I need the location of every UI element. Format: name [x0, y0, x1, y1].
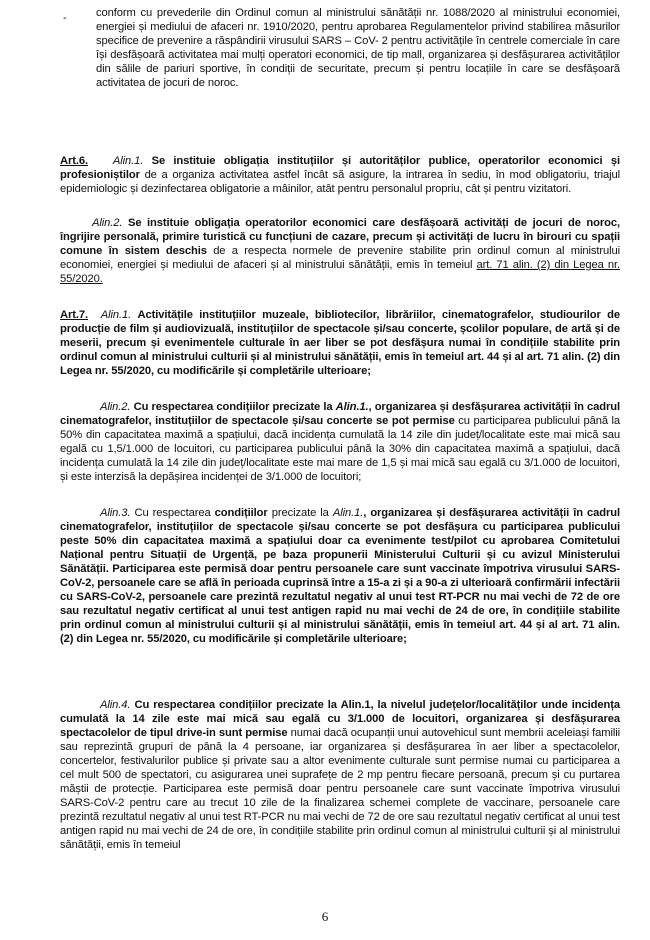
art6-alin2-ref[interactable]: art. 71 alin. (2) din Legea nr. 55/2020.: [60, 259, 620, 285]
art7-alin3-bold-a: condițiilor: [214, 507, 268, 519]
art7-alin2-label: Alin.2.: [100, 401, 131, 413]
art7-alin2-bold-b: , organizarea și desfășurarea activității în cadrul cinematografelor, instituțiilor de spectacole și/sau concerte se pot permise: [60, 401, 620, 427]
art7-alin1: [60, 308, 620, 378]
art6-alin1: [60, 154, 620, 196]
art7-alin4: [60, 698, 620, 852]
art7-alin1-label: Alin.1.: [100, 309, 132, 321]
bullet-dash: -: [63, 12, 67, 24]
art7-alin2-bold-a: Cu respectarea condițiilor precizate la: [133, 401, 333, 413]
art7-alin3-intro: Cu respectarea: [134, 507, 211, 519]
page-number: 6: [321, 909, 329, 924]
art7-alin2-rest: cu participarea publicului până la 50% din capacitatea maximă a spațiului, dacă incidența cumulată la 14 zile din județ/localitate este mai mică sau egală cu 1,5/1.000 de locuitori, cu participarea publicului până la 30% din capacitatea maximă a spațiului, dacă incidența cumulată la 14 zile din județ/localitate este mai mare de 1,5 și mai mică sau egală cu 3/1.000 de locuitori, și este interzisă la depășirea incidenței de 3/1.000 de locuitori;: [60, 415, 621, 483]
art6-alin2-label: Alin.2.: [92, 217, 123, 229]
art7-alin2: [60, 400, 620, 484]
art6-alin1-label: Alin.1.: [112, 155, 144, 167]
art7-alin2-ref: Alin.1.: [335, 401, 369, 413]
bullet-text: conform cu prevederile din Ordinul comun al ministrului sănătății nr. 1088/2020 al ministrului economiei, energiei și mediului de afaceri nr. 1910/2020, pentru aprobarea Regulamentelor privind stabilirea măsurilor specifice de prevenire a răspândirii virusului SARS – CoV- 2 pentru activitățile în centrele comerciale în care își desfășoară activitatea mai mulți operatori economici, de tip mall, organizarea și desfășurarea activităților din sălile de pariuri sportive, în condiții de securitate, precum și pentru locațiile în care se desfășoară activitatea de jocuri de noroc.: [96, 7, 620, 89]
art7-alin3-label: Alin.3.: [100, 507, 131, 519]
art6-alin1-bold: Se instituie obligația instituțiilor și autorităților publice, operatorilor economici și profesioniștilor: [60, 155, 620, 181]
art7-alin4-rest: numai dacă ocupanții unui autovehicul sunt membrii aceleiași familii sau reprezintă grupuri de până la 4 persoane, iar organizarea și desfășurarea în aer liber a spectacolelor, concertelor, festivalurilor publice și private sau a altor evenimente culturale sunt permise numai cu participarea a cel mult 500 de spectatori, cu asigurarea unei suprafețe de 2 mp pentru fiecare persoană, precum și cu purtarea măștii de protecție. Participarea este permisă doar pentru persoanele care sunt vaccinate împotriva virusului SARS-CoV-2 pentru care au trecut 10 zile de la finalizarea schemei complete de vaccinare, persoanele care prezintă rezultatul negativ al unui test RT-PCR nu mai vechi de 72 de ore sau rezultatul negativ certificat al unui test antigen rapid nu mai vechi de 24 de ore, în condițiile stabilite prin ordinul comun al ministrului culturii și al ministrului sănătății, emis în temeiul: [60, 727, 620, 851]
art7-alin3-bold-b: , organizarea și desfășurarea activității în cadrul cinematografelor, instituțiilor de spectacole și/sau concerte se pot desfășura cu participarea publicului peste 50% din capacitatea maximă a spațiului doar ca evenimente test/pilot cu aprobarea Comitetului Național pentru Situații de Urgență, pe baza propunerii Ministerului Culturii și cu avizul Ministerului Sănătății. Participarea este permisă doar pentru persoanele care sunt vaccinate împotriva virusului SARS-CoV-2, persoanele care se află în perioada cuprinsă între a 15-a zi și a 90-a zi ulterioară confirmării infectării cu SARS-CoV-2, persoanele care prezintă rezultatul negativ al unui test RT-PCR nu mai vechi de 72 de ore sau rezultatul negativ certificat al unui test antigen rapid nu mai vechi de 24 de ore, în condițiile stabilite prin ordinul comun al ministrului culturii și al ministrului sănătății, emis în temeiul art. 44 și al art. 71 alin. (2) din Legea nr. 55/2020, cu modificările și completările ulterioare;: [60, 507, 621, 645]
art6-alin2-bold: Se instituie obligația operatorilor economici care desfășoară activități de jocuri de noroc, îngrijire personală, primire turistică cu funcțiuni de cazare, precum și activități de lucru în birouri cu spații comune în sistem deschis: [60, 217, 621, 257]
art7-alin3-ref: Alin.1.: [332, 507, 364, 519]
art7-alin1-bold: Activitățile instituțiilor muzeale, bibliotecilor, librăriilor, cinematografelor, studiourilor de producție de film și audiovizuală, instituțiilor de spectacole și/sau concerte, școlilor populare, de artă și de meserii, precum și evenimentele culturale în aer liber se pot desfășura numai în condițiile stabilite prin ordinul comun al ministrului culturii și al ministrului sănătății, emis în temeiul art. 44 și al art. 71 alin. (2) din Legea nr. 55/2020, cu modificările și completările ulterioare;: [60, 309, 620, 377]
art7-alin4-label: Alin.4.: [100, 699, 131, 711]
art6-alin2-rest: de a respecta normele de prevenire stabilite prin ordinul comun al ministrului economiei, energiei și mediului de afaceri și al ministrului sănătății, emis în temeiul: [60, 245, 620, 271]
art7-alin3-mid: precizate la: [271, 507, 329, 519]
art7-alin4-bold: Cu respectarea condițiilor precizate la Alin.1, la nivelul județelor/localităților unde incidența cumulată la 14 zile este mai mică sau egală cu 3/1.000 de locuitori, organizarea și desfășurarea spectacolelor de tipul drive-in sunt permise: [60, 699, 620, 739]
art6-alin1-rest: de a organiza activitatea astfel încât să asigure, la intrarea în sediu, în mod obligatoriu, triajul epidemiologic și dezinfectarea obligatorie a mâinilor, atât pentru personalul propriu, cât și pentru vizitatori.: [60, 169, 620, 195]
art6-label: Art.6.: [60, 155, 88, 167]
art6-alin2: [60, 216, 620, 286]
art7-label: Art.7.: [60, 309, 88, 321]
art7-alin3: [60, 506, 620, 646]
